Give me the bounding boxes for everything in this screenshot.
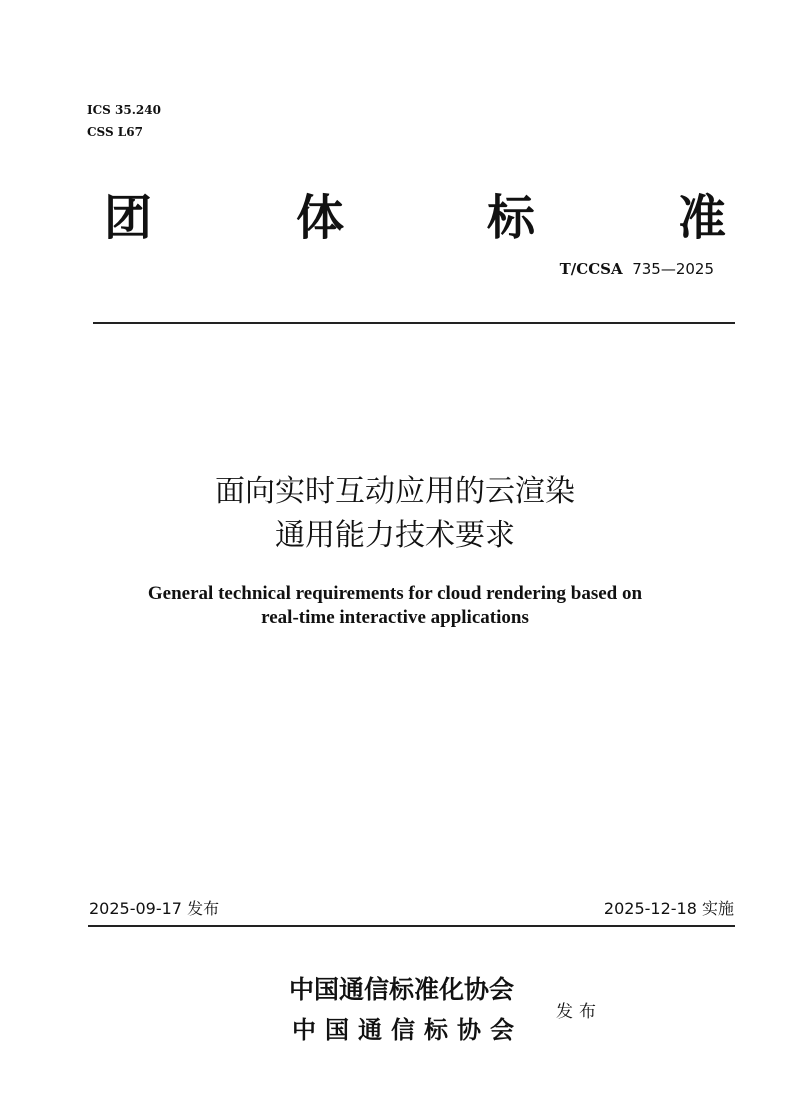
heading-char: 体 xyxy=(296,190,345,246)
heading-char: 标 xyxy=(487,190,536,246)
publish-date: 2025-09-17 发布 xyxy=(89,899,220,918)
standard-number xyxy=(560,260,714,278)
standard-number-prefix: T/CCSA xyxy=(559,260,623,278)
issuer-org-2: 中国通信标协会 xyxy=(292,1015,523,1044)
title-en-line2: real-time interactive applications xyxy=(261,607,529,628)
issued-label: 发布 xyxy=(556,1002,602,1022)
standard-number-value: 735—2025 xyxy=(632,260,714,278)
title-cn-line1: 面向实时互动应用的云渲染 xyxy=(215,474,575,509)
implement-date: 2025-12-18 实施 xyxy=(603,899,734,918)
title-cn-line2: 通用能力技术要求 xyxy=(275,518,515,553)
heading-char: 准 xyxy=(678,190,727,246)
top-divider xyxy=(93,322,735,324)
css-code: CSS L67 xyxy=(87,125,143,139)
standard-type-heading xyxy=(100,190,732,246)
heading-char: 团 xyxy=(104,190,153,246)
ics-code: ICS 35.240 xyxy=(87,103,161,117)
issuer-org-1: 中国通信标准化协会 xyxy=(289,975,515,1004)
title-en-line1: General technical requirements for cloud rendering based on xyxy=(147,583,643,604)
bottom-divider xyxy=(88,925,735,927)
